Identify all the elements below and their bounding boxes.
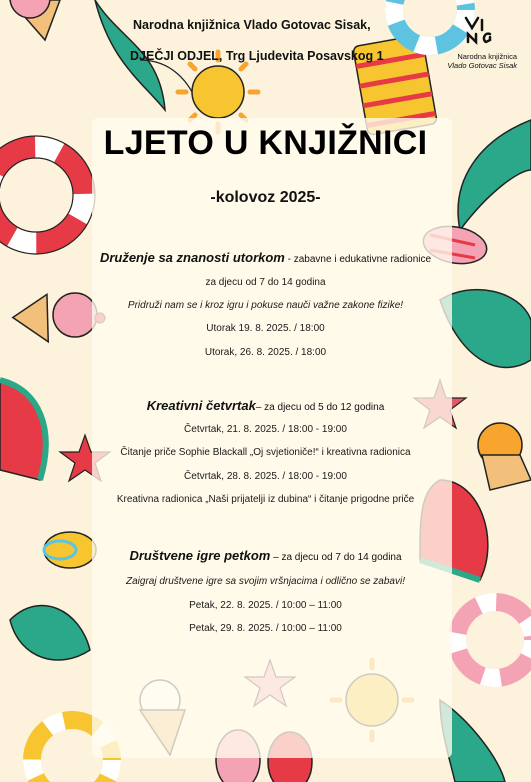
event-date: Petak, 29. 8. 2025. / 10:00 – 11:00 xyxy=(189,623,342,634)
page-title: LJETO U KNJIŽNICI xyxy=(103,124,428,162)
section-subtitle: – za djecu od 5 do 12 godina xyxy=(255,402,385,413)
section-line: za djecu od 7 do 14 godina xyxy=(205,277,326,288)
event-date: Četvrtak, 21. 8. 2025. / 18:00 - 19:00 xyxy=(184,424,347,435)
event-date: Četvrtak, 28. 8. 2025. / 18:00 - 19:00 xyxy=(184,471,347,482)
section-heading xyxy=(0,398,531,413)
library-address: DJEČJI ODJEL, Trg Ljudevita Posavskog 1 xyxy=(130,49,384,63)
event-date: Utorak 19. 8. 2025. / 18:00 xyxy=(206,323,325,334)
section-title: Društvene igre petkom xyxy=(129,548,271,563)
section-subtitle: - zabavne i edukativne radionice xyxy=(284,254,432,265)
logo-name-line1: Narodna knjižnica xyxy=(457,52,517,61)
section-line: Kreativna radionica „Naši prijatelji iz dubina“ i čitanje prigodne priče xyxy=(116,494,415,505)
section-heading xyxy=(0,548,531,563)
section-line: Pridruži nam se i kroz igru i pokuse nauči važne zakone fizike! xyxy=(127,300,404,311)
event-date: Petak, 22. 8. 2025. / 10:00 – 11:00 xyxy=(189,600,342,611)
section-heading xyxy=(0,250,531,265)
page-subtitle: -kolovoz 2025- xyxy=(210,189,321,206)
library-logo-icon xyxy=(462,14,494,46)
section-title: Druženje sa znanosti utorkom xyxy=(99,250,285,265)
swim-ring-icon xyxy=(394,0,466,46)
ice-cream-icon xyxy=(10,0,60,40)
content-panel xyxy=(92,118,452,758)
library-name: Narodna knjižnica Vlado Gotovac Sisak, xyxy=(133,18,371,32)
section-subtitle: – za djecu od 7 do 14 godina xyxy=(270,552,402,563)
section-line: Zaigraj društvene igre sa svojim vršnjacima i odlično se zabavi! xyxy=(125,576,405,587)
swim-ring-icon xyxy=(457,602,531,678)
event-date: Utorak, 26. 8. 2025. / 18:00 xyxy=(204,347,327,358)
logo-text xyxy=(447,52,517,70)
section-title: Kreativni četvrtak xyxy=(146,398,256,413)
section-line: Čitanje priče Sophie Blackall „Oj svjetioniče!“ i kreativna radionica xyxy=(120,447,411,458)
logo-name-line2: Vlado Gotovac Sisak xyxy=(447,61,517,70)
